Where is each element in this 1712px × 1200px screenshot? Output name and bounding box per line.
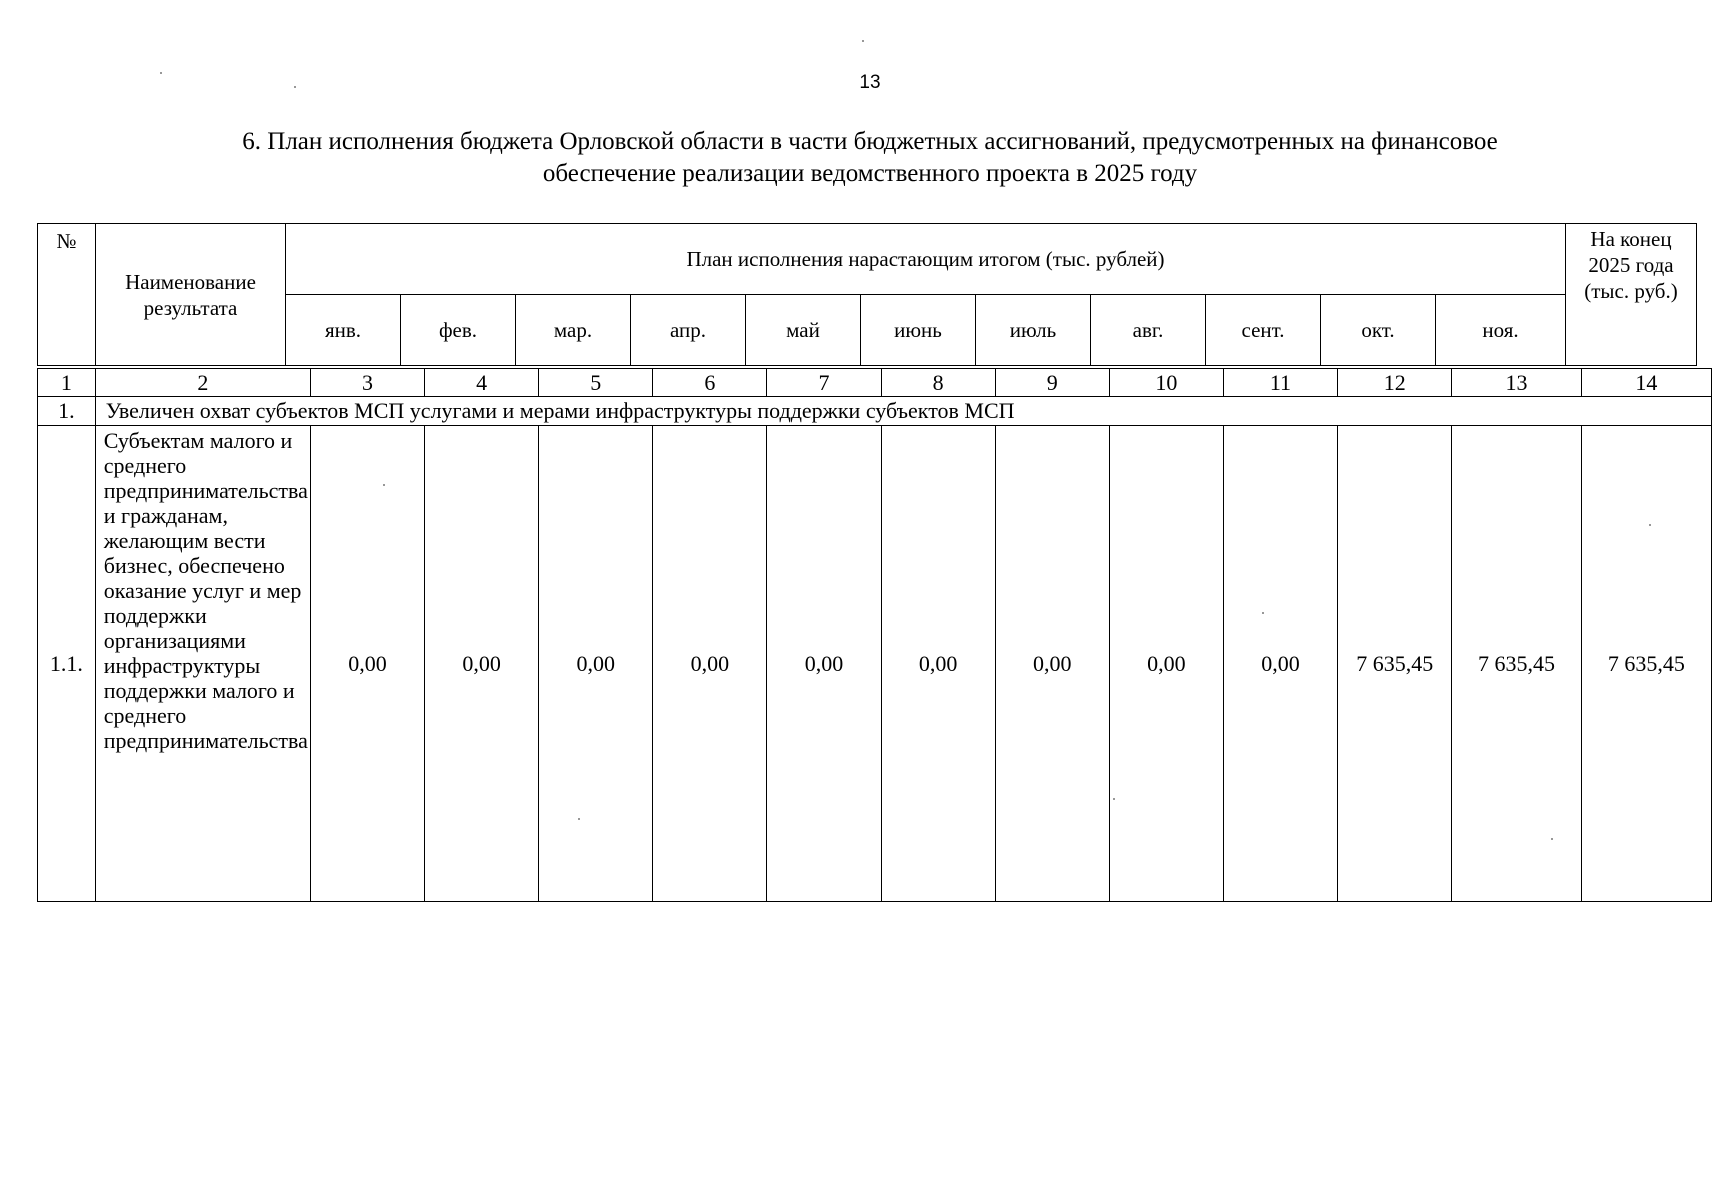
document-title [60, 126, 1680, 190]
scan-speck [1113, 798, 1115, 800]
row-value-jan: 0,00 [310, 426, 424, 902]
column-number-row [38, 369, 1712, 397]
header-year-end: На конец 2025 года (тыс. руб.) [1566, 224, 1697, 366]
header-month: мар. [516, 295, 631, 366]
header-result-name: Наименование результата [96, 224, 286, 366]
row-no: 1.1. [38, 426, 96, 902]
table-header [37, 223, 1697, 366]
row-value-jun: 0,00 [881, 426, 995, 902]
scan-speck [1551, 838, 1553, 840]
column-number: 12 [1338, 369, 1452, 397]
column-number: 14 [1581, 369, 1711, 397]
scan-speck [862, 40, 864, 42]
document-title-line-2: обеспечение реализации ведомственного проекта в 2025 году [542, 160, 1198, 187]
column-number: 3 [310, 369, 424, 397]
header-month: фев. [401, 295, 516, 366]
table-row [38, 426, 1712, 902]
row-value-nov: 7 635,45 [1452, 426, 1581, 902]
section-row [38, 397, 1712, 426]
row-value-may: 0,00 [767, 426, 881, 902]
column-number: 10 [1109, 369, 1223, 397]
scan-speck [1649, 524, 1651, 526]
header-month: окт. [1321, 295, 1436, 366]
section-no: 1. [38, 397, 96, 426]
row-value-feb: 0,00 [425, 426, 539, 902]
section-title: Увеличен охват субъектов МСП услугами и мерами инфраструктуры поддержки субъектов МСП [95, 397, 1711, 426]
column-number: 2 [95, 369, 310, 397]
column-number: 5 [539, 369, 653, 397]
row-value-aug: 0,00 [1109, 426, 1223, 902]
scan-speck [160, 72, 162, 74]
column-number: 6 [653, 369, 767, 397]
column-number: 8 [881, 369, 995, 397]
scan-speck [383, 484, 385, 486]
column-number: 7 [767, 369, 881, 397]
header-month: июнь [861, 295, 976, 366]
column-number: 13 [1452, 369, 1581, 397]
scan-speck [1262, 612, 1264, 614]
header-no: № [38, 224, 96, 366]
header-month: июль [976, 295, 1091, 366]
header-month: ноя. [1436, 295, 1566, 366]
column-number: 4 [425, 369, 539, 397]
scan-speck [578, 818, 580, 820]
row-value-jul: 0,00 [995, 426, 1109, 902]
scan-speck [294, 86, 296, 88]
header-month: янв. [286, 295, 401, 366]
header-plan-group: План исполнения нарастающим итогом (тыс. рублей) [286, 224, 1566, 295]
row-value-mar: 0,00 [539, 426, 653, 902]
table-body [37, 368, 1712, 902]
row-year-end: 7 635,45 [1581, 426, 1711, 902]
header-month: апр. [631, 295, 746, 366]
column-number: 9 [995, 369, 1109, 397]
column-number: 1 [38, 369, 96, 397]
page-number: 13 [859, 72, 881, 93]
column-number: 11 [1223, 369, 1337, 397]
row-value-oct: 7 635,45 [1338, 426, 1452, 902]
header-month: май [746, 295, 861, 366]
row-value-apr: 0,00 [653, 426, 767, 902]
header-month: сент. [1206, 295, 1321, 366]
row-value-sep: 0,00 [1223, 426, 1337, 902]
header-month: авг. [1091, 295, 1206, 366]
document-title-line-1: 6. План исполнения бюджета Орловской области в части бюджетных ассигнований, предусмотренных на финансовое [242, 128, 1498, 155]
row-result-name: Субъектам малого и среднего предпринимательства и гражданам, желающим вести бизнес, обеспечено оказание услуг и мер поддержки организациями инфраструктуры поддержки малого и среднего предпринимательства [95, 426, 310, 902]
